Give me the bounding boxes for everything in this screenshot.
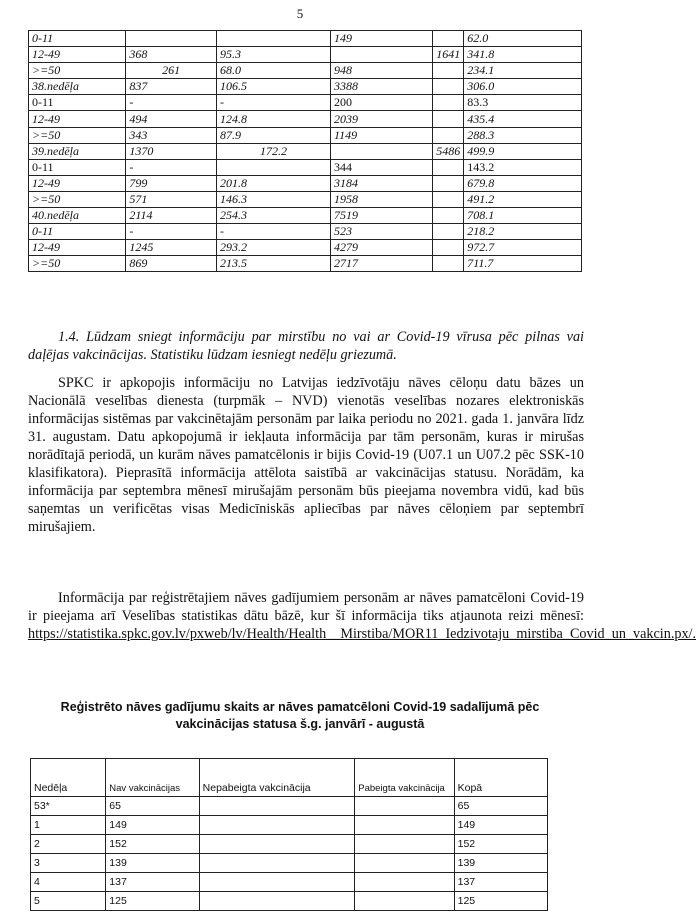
- table-cell: 2717: [330, 256, 432, 272]
- table-cell: [217, 31, 331, 47]
- table-cell: 261: [126, 63, 217, 79]
- table-cell: [433, 208, 464, 224]
- table-cell: -: [217, 224, 331, 240]
- table-cell: 95.3: [217, 47, 331, 63]
- table-cell: 65: [454, 797, 547, 816]
- table-cell: 1149: [330, 127, 432, 143]
- table-cell: 12-49: [29, 111, 126, 127]
- table-cell: [126, 31, 217, 47]
- table-cell: [355, 892, 454, 911]
- header-week: Nedēļa: [31, 759, 106, 797]
- table-cell: 87.9: [217, 127, 331, 143]
- table-cell: [199, 816, 355, 835]
- table-row: [29, 111, 582, 127]
- table-cell: 1958: [330, 191, 432, 207]
- table-cell: 146.3: [217, 191, 331, 207]
- table-cell: 0-11: [29, 95, 126, 111]
- table-row: [31, 873, 548, 892]
- table-cell: 1: [31, 816, 106, 835]
- table-cell: [433, 240, 464, 256]
- table-cell: 12-49: [29, 47, 126, 63]
- table-cell: 869: [126, 256, 217, 272]
- table-row: [31, 797, 548, 816]
- table-cell: 499.9: [464, 143, 582, 159]
- table-cell: 149: [106, 816, 199, 835]
- table-cell: [355, 835, 454, 854]
- table-cell: 571: [126, 191, 217, 207]
- table-cell: 137: [106, 873, 199, 892]
- table-cell: [199, 835, 355, 854]
- table-cell: [433, 159, 464, 175]
- table-cell: 4: [31, 873, 106, 892]
- table2-title: Reģistrēto nāves gadījumu skaits ar nāves pamatcēloni Covid-19 sadalījumā pēc vakcinācijas statusa š.g. janvārī - augustā: [60, 700, 540, 731]
- table-cell: 1641: [433, 47, 464, 63]
- table-cell: [433, 127, 464, 143]
- table-cell: 40.nedēļa: [29, 208, 126, 224]
- table-cell: 201.8: [217, 175, 331, 191]
- table-cell: 293.2: [217, 240, 331, 256]
- table-cell: 254.3: [217, 208, 331, 224]
- table-cell: 149: [454, 816, 547, 835]
- table-cell: 152: [106, 835, 199, 854]
- table-row: [29, 31, 582, 47]
- table-cell: [330, 143, 432, 159]
- table-row: [29, 47, 582, 63]
- table-cell: >=50: [29, 191, 126, 207]
- table-cell: 12-49: [29, 240, 126, 256]
- table-cell: 5486: [433, 143, 464, 159]
- table-row: [29, 208, 582, 224]
- table-row: [31, 892, 548, 911]
- table-row: [29, 256, 582, 272]
- paragraph-1: [28, 374, 584, 536]
- table-cell: 3184: [330, 175, 432, 191]
- table-cell: [433, 63, 464, 79]
- table-cell: 124.8: [217, 111, 331, 127]
- table-cell: -: [126, 224, 217, 240]
- table-cell: 234.1: [464, 63, 582, 79]
- table-cell: -: [126, 95, 217, 111]
- deaths-by-vaccination-table: [30, 758, 548, 911]
- table-cell: >=50: [29, 63, 126, 79]
- table-cell: 948: [330, 63, 432, 79]
- paragraph-2: [28, 589, 696, 643]
- table-row: [29, 127, 582, 143]
- table-cell: 2114: [126, 208, 217, 224]
- table-row: [29, 63, 582, 79]
- table-cell: >=50: [29, 256, 126, 272]
- table-cell: 139: [454, 854, 547, 873]
- statistics-link[interactable]: https://statistika.spkc.gov.lv/pxweb/lv/Health/Health__Mirstiba/MOR11_Iedzivotaju_mirstiba_Covid_un_vakcin.px/.: [28, 626, 696, 642]
- table-cell: 38.nedēļa: [29, 79, 126, 95]
- table-cell: [433, 31, 464, 47]
- table-cell: 143.2: [464, 159, 582, 175]
- weekly-covid-table: [28, 30, 582, 272]
- table-cell: 0-11: [29, 224, 126, 240]
- table-row: [29, 224, 582, 240]
- table-cell: [433, 95, 464, 111]
- header-partial-vaccination: Nepabeigta vakcinācija: [199, 759, 355, 797]
- table-cell: 491.2: [464, 191, 582, 207]
- table-cell: [355, 873, 454, 892]
- page-number: 5: [296, 6, 304, 21]
- table-row: [29, 143, 582, 159]
- table-cell: 12-49: [29, 175, 126, 191]
- table-cell: 2039: [330, 111, 432, 127]
- table-cell: 494: [126, 111, 217, 127]
- table-cell: 1245: [126, 240, 217, 256]
- question-text: 1.4. Lūdzam sniegt informāciju par mirstību no vai ar Covid-19 vīrusa pēc pilnas vai daļējas vakcinācijas. Statistiku lūdzam iesniegt nedēļu griezumā.: [28, 329, 584, 363]
- table-cell: 523: [330, 224, 432, 240]
- table-cell: 368: [126, 47, 217, 63]
- table-cell: 7519: [330, 208, 432, 224]
- table-cell: 679.8: [464, 175, 582, 191]
- table-cell: 711.7: [464, 256, 582, 272]
- table-cell: 4279: [330, 240, 432, 256]
- table-cell: 200: [330, 95, 432, 111]
- table-cell: 799: [126, 175, 217, 191]
- header-complete-vaccination: Pabeigta vakcinācija: [355, 759, 454, 797]
- table-cell: 341.8: [464, 47, 582, 63]
- table-cell: 53*: [31, 797, 106, 816]
- table-cell: 344: [330, 159, 432, 175]
- table-cell: 5: [31, 892, 106, 911]
- table-cell: 125: [454, 892, 547, 911]
- table-cell: [355, 797, 454, 816]
- table-cell: 213.5: [217, 256, 331, 272]
- table-cell: 3: [31, 854, 106, 873]
- table-cell: [433, 79, 464, 95]
- table-cell: 137: [454, 873, 547, 892]
- table-cell: [217, 159, 331, 175]
- table-row: [29, 240, 582, 256]
- table-row: [29, 191, 582, 207]
- table-row: [29, 95, 582, 111]
- table-cell: [433, 224, 464, 240]
- table-cell: 435.4: [464, 111, 582, 127]
- table-row: [29, 175, 582, 191]
- table-cell: 65: [106, 797, 199, 816]
- question-1-4: [28, 328, 584, 364]
- table-cell: 837: [126, 79, 217, 95]
- table-cell: 149: [330, 31, 432, 47]
- table-cell: >=50: [29, 127, 126, 143]
- table2-header-row: [31, 759, 548, 797]
- paragraph-1-text: SPKC ir apkopojis informāciju no Latvijas iedzīvotāju nāves cēloņu datu bāzes un Nacionālā veselības dienesta (turpmāk – NVD) vienotās veselības nozares elektroniskās informācijas sistēmas par vakcinētajām personām par laika periodu no 2021. gada 1. janvāra līdz 31. augustam. Datu apkopojumā ir iekļauta informācija par tām personām, kuras ir mirušas norādītajā periodā, un kurām nāves pamatcēlonis ir bijis Covid-19 (U07.1 un U07.2 pēc SSK-10 klasifikatora). Pieprasītā informācija attēlota saistībā ar vakcinācijas statusu. Norādām, ka informācija par septembra mēnesī mirušajām personām būs pieejama novembra vidū, kad būs saņemtas un verificētas visas Medicīniskās apliecības par nāves cēloņiem par septembrī mirušajiem.: [28, 375, 584, 535]
- table-cell: [433, 175, 464, 191]
- table-cell: [199, 797, 355, 816]
- header-total: Kopā: [454, 759, 547, 797]
- table-row: [31, 854, 548, 873]
- table-cell: -: [126, 159, 217, 175]
- table-cell: [330, 47, 432, 63]
- table-cell: [199, 854, 355, 873]
- table-cell: 0-11: [29, 31, 126, 47]
- table-cell: [433, 256, 464, 272]
- table-cell: 62.0: [464, 31, 582, 47]
- table-row: [31, 835, 548, 854]
- table-cell: 106.5: [217, 79, 331, 95]
- table-cell: [355, 854, 454, 873]
- paragraph-2-text: Informācija par reģistrētajiem nāves gadījumiem personām ar nāves pamatcēloni Covid-19 ir pieejama arī Veselības statistikas dātu bāzē, kur šī informācija tiks atjaunota reizi mēnesī:: [28, 590, 584, 624]
- table-cell: [433, 111, 464, 127]
- table-cell: 83.3: [464, 95, 582, 111]
- table-cell: 2: [31, 835, 106, 854]
- table-cell: [199, 873, 355, 892]
- table-cell: -: [217, 95, 331, 111]
- table-cell: [355, 816, 454, 835]
- table-cell: 39.nedēļa: [29, 143, 126, 159]
- table-cell: [433, 191, 464, 207]
- table-cell: 152: [454, 835, 547, 854]
- table-cell: 288.3: [464, 127, 582, 143]
- table-cell: 3388: [330, 79, 432, 95]
- table-cell: 0-11: [29, 159, 126, 175]
- table-cell: 1370: [126, 143, 217, 159]
- table-cell: 139: [106, 854, 199, 873]
- table-cell: 218.2: [464, 224, 582, 240]
- table-cell: [199, 892, 355, 911]
- table-cell: 972.7: [464, 240, 582, 256]
- table-cell: 68.0: [217, 63, 331, 79]
- table-cell: 343: [126, 127, 217, 143]
- header-not-vaccinated: Nav vakcinācijas: [106, 759, 199, 797]
- table-cell: 172.2: [217, 143, 331, 159]
- table-cell: 708.1: [464, 208, 582, 224]
- table-row: [29, 159, 582, 175]
- table-row: [31, 816, 548, 835]
- table-row: [29, 79, 582, 95]
- table-cell: 125: [106, 892, 199, 911]
- table-cell: 306.0: [464, 79, 582, 95]
